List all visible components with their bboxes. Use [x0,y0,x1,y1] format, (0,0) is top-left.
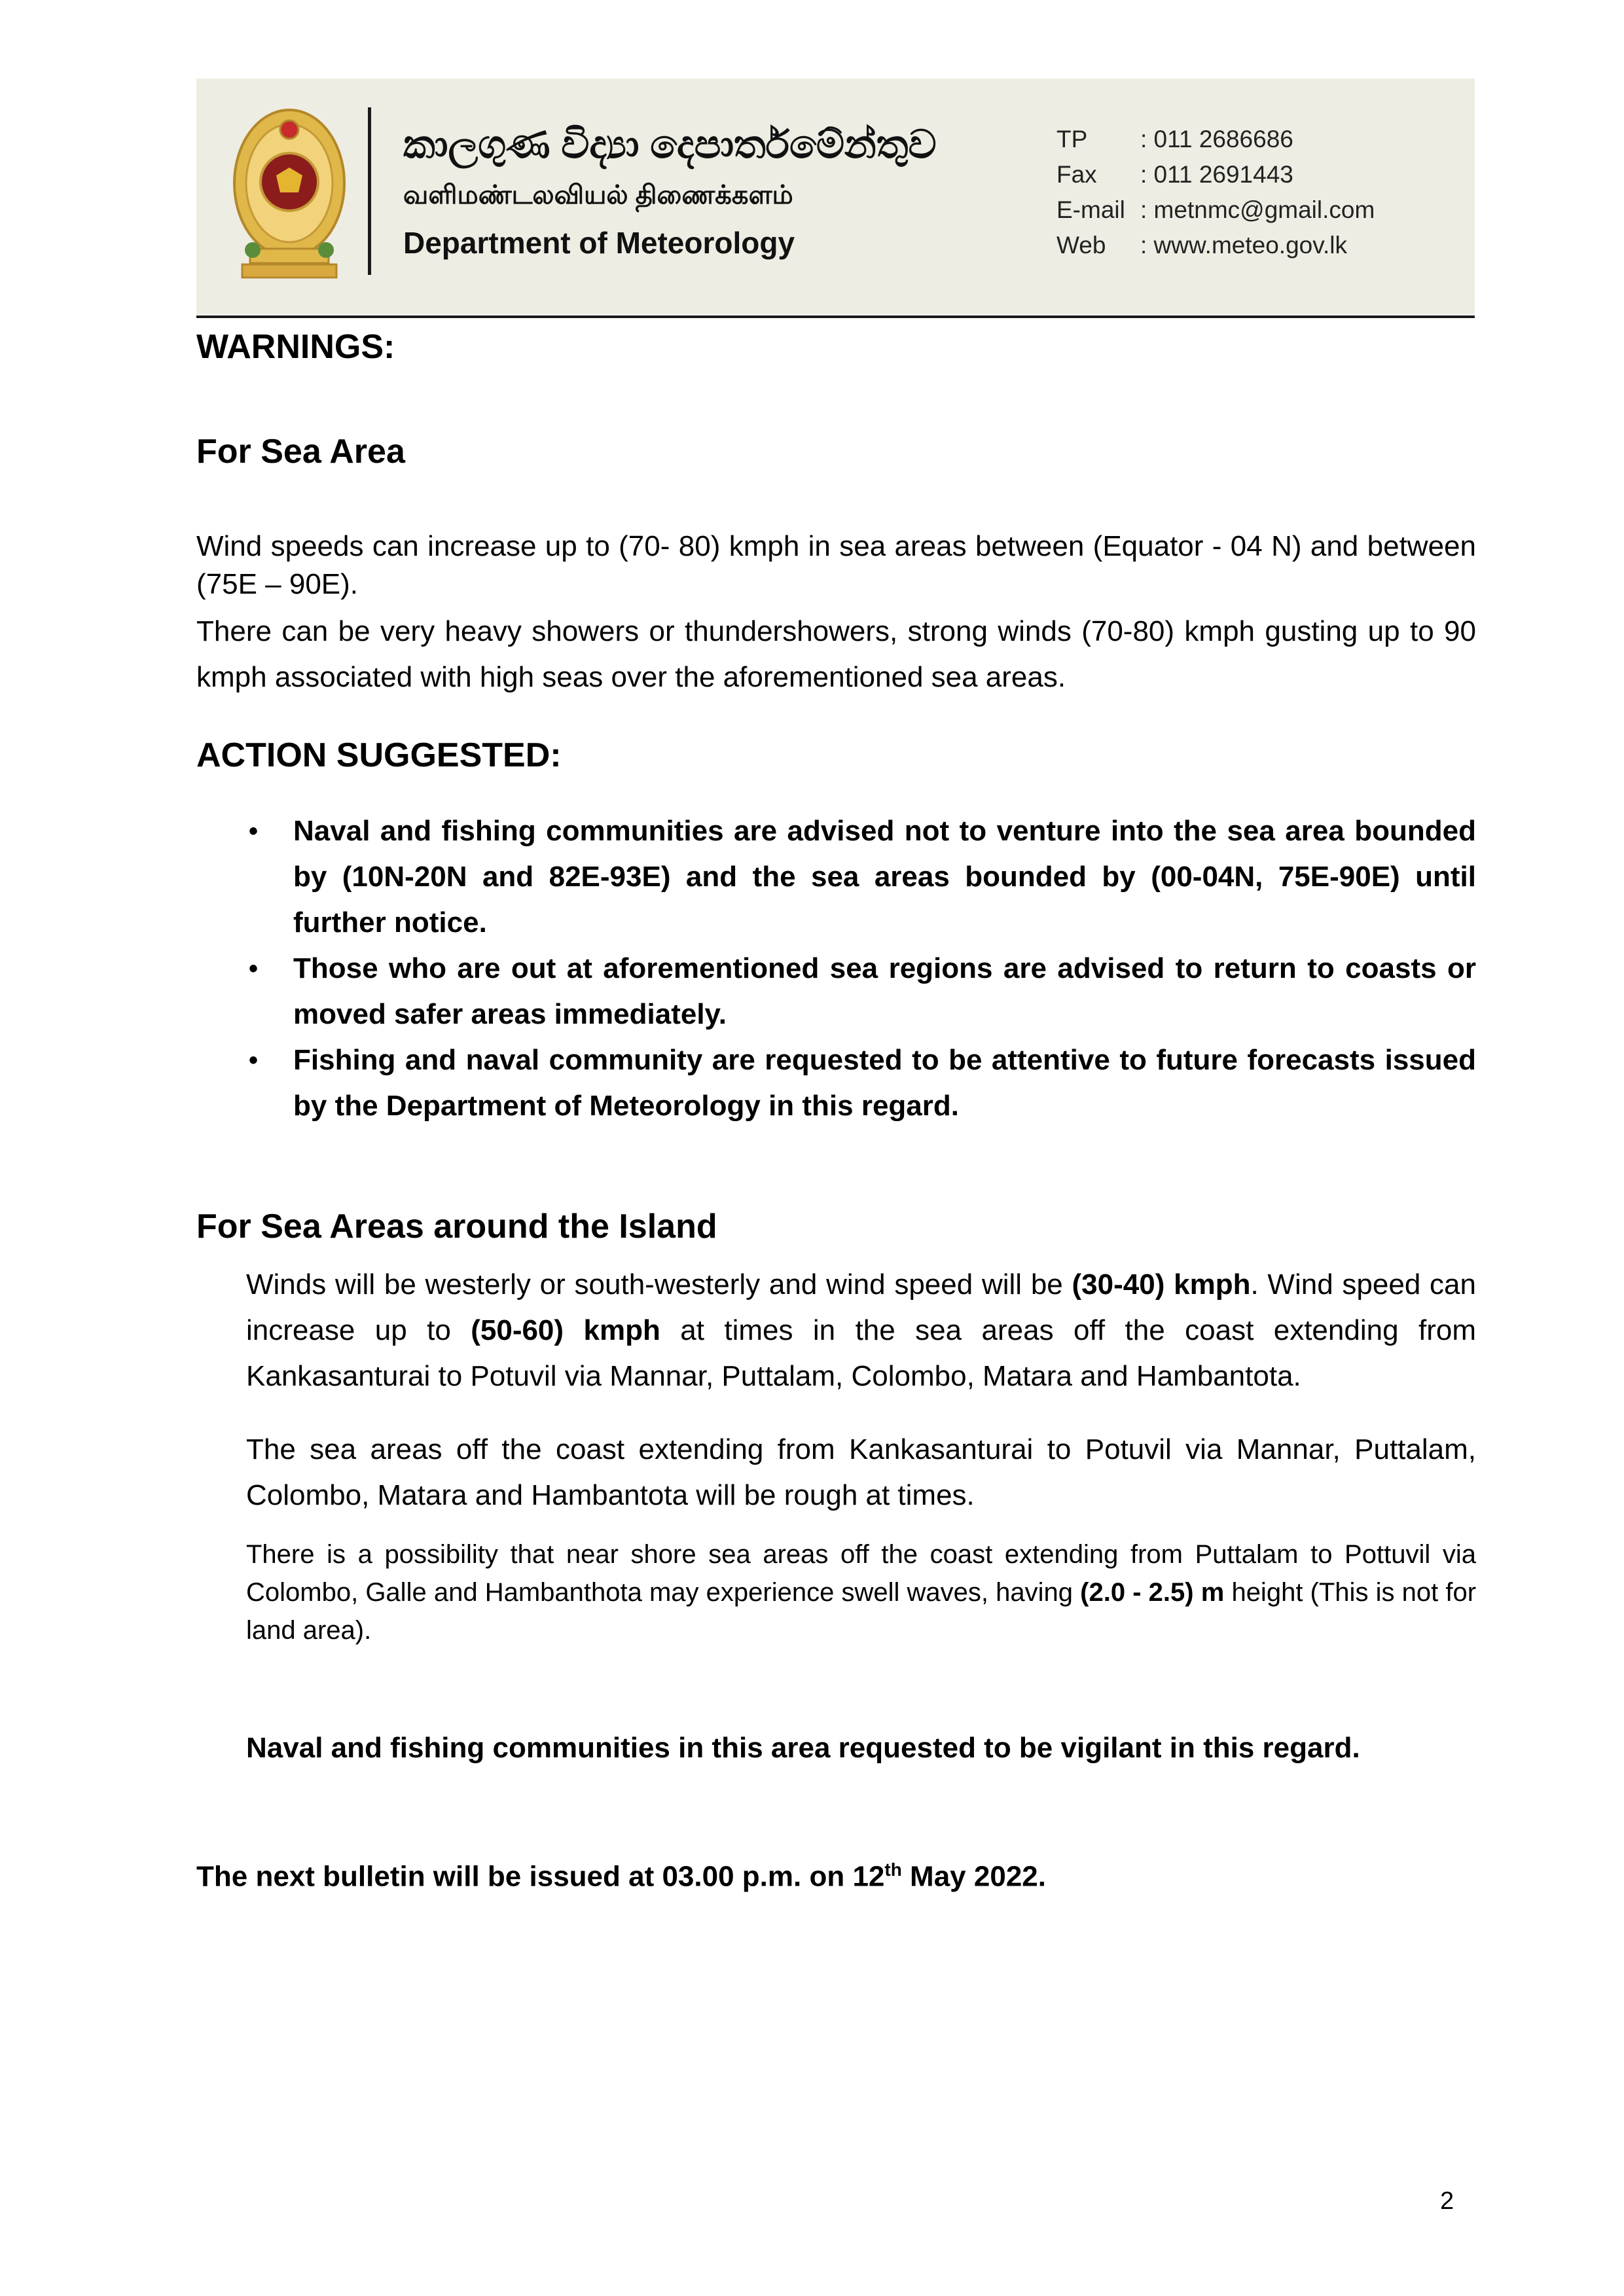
list-item: • Those who are out at aforementioned sea regions are advised to return to coasts or moved safer areas immediately. [249,952,1476,1030]
contact-phone: TP : 011 2686686 [1056,126,1293,152]
island-paragraph-2: The sea areas off the coast extending from Kankasanturai to Potuvil via Mannar, Puttalam, Colombo, Matara and Hambantota will be rough at times. [246,1433,1476,1511]
sea-area-heading: For Sea Area [196,433,405,471]
list-item: • Naval and fishing communities are advised not to venture into the sea area bounded by (10N-20N and 82E-93E) and the sea areas bounded by (00-04N, 75E-90E) until further notice. [249,815,1476,939]
contact-block [1056,122,1375,263]
header-divider [368,107,371,275]
sea-area-paragraph-1: Wind speeds can increase up to (70- 80) kmph in sea areas between (Equator - 04 N) and between (75E – 90E). [196,530,1476,600]
contact-fax: Fax : 011 2691443 [1056,161,1293,188]
department-name-tamil: வளிமண்டலவியல் திணைக்களம் [403,181,793,209]
action-heading: ACTION SUGGESTED: [196,736,562,774]
sri-lanka-emblem-icon [230,105,348,288]
contact-web: Web : www.meteo.gov.lk [1056,232,1347,259]
next-bulletin-notice: The next bulletin will be issued at 03.00 p.m. on 12th May 2022. [196,1859,1046,1893]
letterhead [196,79,1475,314]
department-name-english: Department of Meteorology [403,226,795,260]
page-number: 2 [1440,2187,1454,2215]
island-vigilance-notice: Naval and fishing communities in this area requested to be vigilant in this regard. [246,1732,1360,1764]
island-paragraph-3: There is a possibility that near shore sea areas off the coast extending from Puttalam to Pottuvil via Colombo, Galle and Hambanthota may experience swell waves, having (2.0 - 2.5) m height (This is not for land area). [246,1540,1477,1645]
department-name-sinhala: කාලගුණ විද්‍යා දෙපාර්තමේන්තුව [403,122,937,166]
warnings-heading: WARNINGS: [196,328,395,366]
island-paragraph-1: Winds will be westerly or south-westerly and wind speed will be (30-40) kmph. Wind speed can increase up to (50-60) kmph at times in the sea areas off the coast extending from Kankasanturai to Potuvil via Mannar, Puttalam, Colombo, Matara and Hambantota. [246,1268,1476,1392]
header-rule [196,315,1475,318]
island-heading: For Sea Areas around the Island [196,1208,717,1246]
list-item: • Fishing and naval community are requested to be attentive to future forecasts issued by the Department of Meteorology in this regard. [249,1044,1476,1122]
contact-email: E-mail : metnmc@gmail.com [1056,196,1375,223]
sea-area-paragraph-2: There can be very heavy showers or thundershowers, strong winds (70-80) kmph gusting up to 90 kmph associated with high seas over the aforementioned sea areas. [196,615,1476,693]
action-list [196,808,1476,1129]
